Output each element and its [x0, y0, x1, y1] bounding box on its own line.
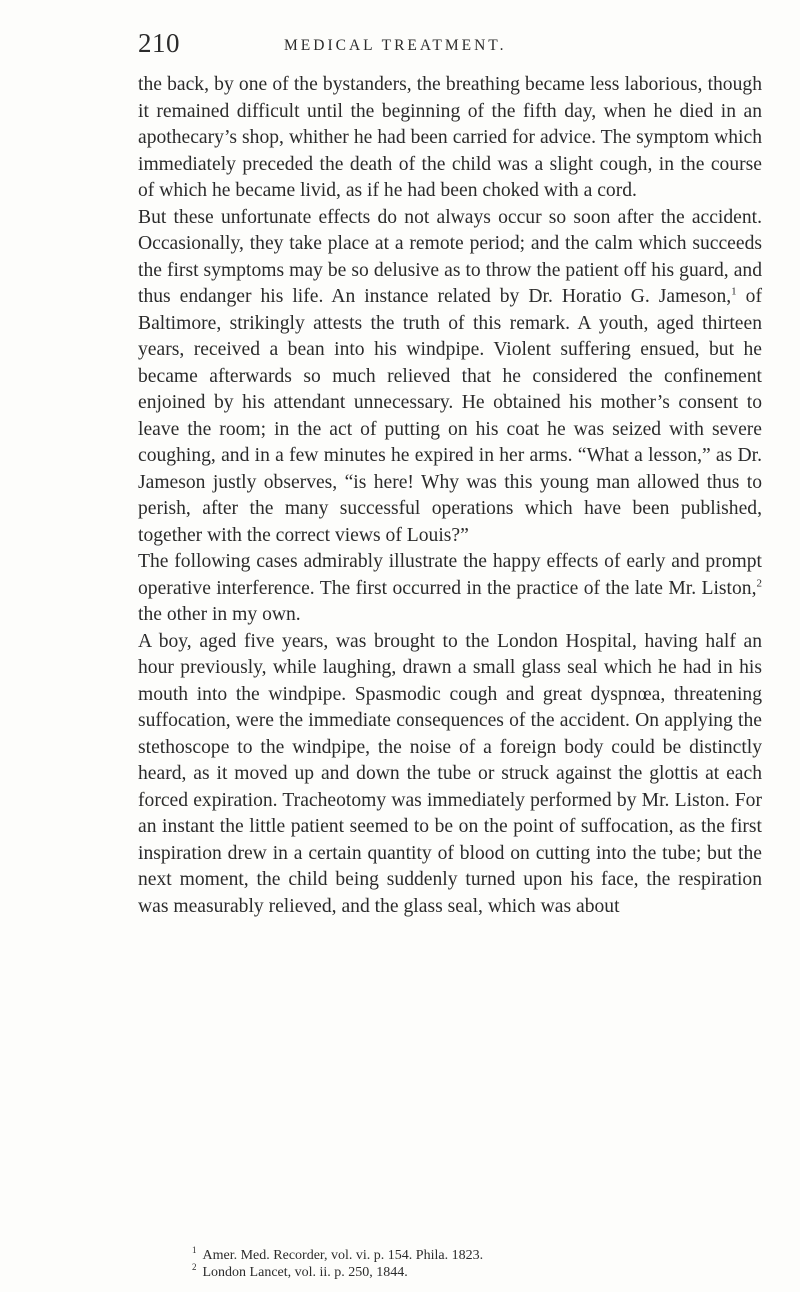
page-number: 210: [138, 28, 180, 58]
footnote-mark: 2: [192, 1262, 197, 1273]
paragraph-text: the back, by one of the bystanders, the breathing became less laborious, though it remained difficult until the beginning of the fifth day, when he died in an apothecary’s shop, whither he had been carried for advice. The symptom which immediately preceded the death of the child was a slight cough, in the course of which he became livid, as if he had been choked with a cord.: [138, 74, 762, 201]
footnote-2: [192, 1264, 752, 1281]
paragraph-1: [138, 72, 762, 205]
running-head: [138, 28, 762, 58]
footnote-text: London Lancet, vol. ii. p. 250, 1844.: [202, 1265, 408, 1280]
footnote-mark: 1: [192, 1245, 197, 1256]
paragraph-text: of Baltimore, strikingly attests the truth of this remark. A youth, aged thirteen years, received a bean into his windpipe. Violent suffering ensued, but he became afterwards so much relieved that he considered the confinement enjoined by his attendant unnecessary. He obtained his mother’s consent to leave the room; in the act of putting on his coat he was seized with severe coughing, and in a few minutes he expired in her arms. “What a lesson,” as Dr. Jameson justly observes, “is here! Why was this young man allowed thus to perish, after the many successful operations which have been published, together with the correct views of Louis?”: [138, 286, 762, 546]
paragraph-4: [138, 629, 762, 921]
footnote-text: Amer. Med. Recorder, vol. vi. p. 154. Phila. 1823.: [202, 1248, 484, 1263]
paragraph-text: A boy, aged five years, was brought to the London Hospital, having half an hour previously, while laughing, drawn a small glass seal which he had in his mouth into the windpipe. Spasmodic cough and great dyspnœa, threatening suffocation, were the immediate consequences of the accident. On applying the stethoscope to the windpipe, the noise of a foreign body could be distinctly heard, as it moved up and down the tube or struck against the glottis at each forced expiration. Tracheotomy was immediately performed by Mr. Liston. For an instant the little patient seemed to be on the point of suffocation, as the first inspiration drew in a certain quantity of blood on cutting into the tube; but the next moment, the child being suddenly turned upon his face, the respiration was measurably relieved, and the glass seal, which was about: [138, 630, 762, 917]
body-text: [138, 72, 762, 920]
paragraph-3: [138, 549, 762, 629]
footnote-1: [192, 1247, 752, 1264]
footnotes: [192, 1247, 752, 1281]
footnote-reference: 1: [731, 285, 737, 298]
paragraph-text: the other in my own.: [138, 604, 301, 625]
running-title: MEDICAL TREATMENT.: [284, 37, 507, 54]
paragraph-text: The following cases admirably illustrate the happy effects of early and prompt operative interference. The first occurred in the practice of the late Mr. Liston,: [138, 551, 762, 599]
paragraph-text: But these unfortunate effects do not always occur so soon after the accident. Occasionally, they take place at a remote period; and the calm which succeeds the first symptoms may be so delusive as to throw the patient off his guard, and thus endanger his life. An instance related by Dr. Horatio G. Jameson,: [138, 206, 762, 307]
footnote-reference: 2: [756, 576, 762, 589]
paragraph-2: [138, 205, 762, 550]
